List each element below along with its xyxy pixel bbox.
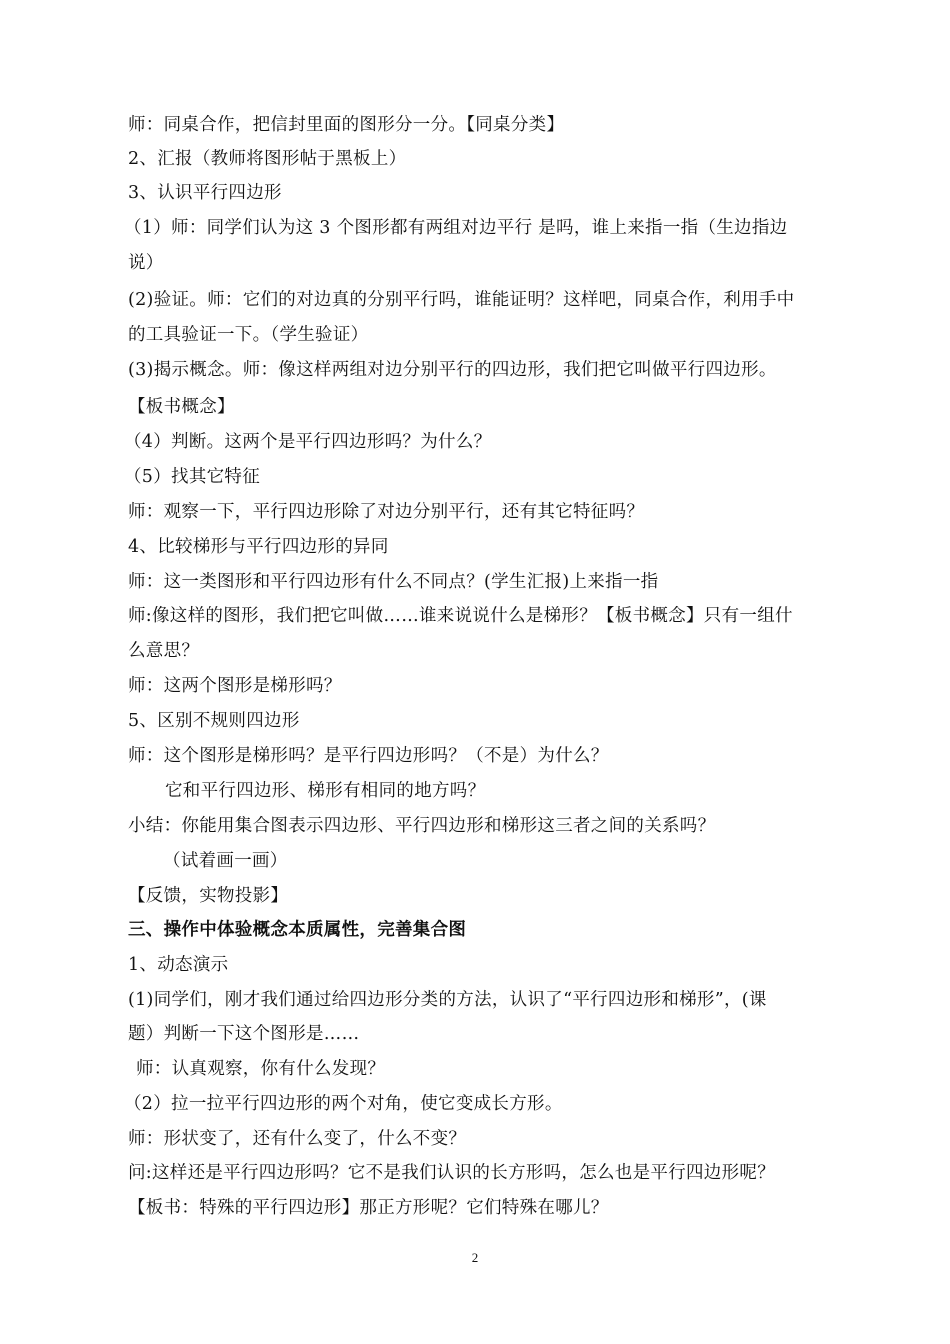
text-line: 师：同桌合作，把信封里面的图形分一分。【同桌分类】	[128, 115, 565, 135]
text-line: 师：观察一下，平行四边形除了对边分别平行，还有其它特征吗？	[128, 502, 645, 522]
text-line: (2)验证。师：它们的对边真的分别平行吗，谁能证明？这样吧，同桌合作，利用手中	[128, 290, 795, 310]
text-line: 师：这个图形是梯形吗？是平行四边形吗？（不是）为什么？	[128, 746, 609, 766]
text-line: (1)同学们，刚才我们通过给四边形分类的方法，认识了“平行四边形和梯形”，(课	[128, 990, 767, 1010]
text-line: 师:像这样的图形，我们把它叫做……谁来说说什么是梯形？【板书概念】只有一组什	[128, 606, 793, 626]
text-line: 【板书概念】	[128, 397, 235, 417]
text-line: 师：形状变了，还有什么变了，什么不变？	[128, 1129, 467, 1149]
text-line: （4）判断。这两个是平行四边形吗？为什么？	[124, 432, 492, 452]
text-line: （2）拉一拉平行四边形的两个对角，使它变成长方形。	[124, 1094, 563, 1114]
text-line: 小结：你能用集合图表示四边形、平行四边形和梯形这三者之间的关系吗？	[128, 816, 716, 836]
text-line: 4、比较梯形与平行四边形的异同	[128, 537, 389, 557]
text-line: 么意思？	[128, 641, 200, 661]
text-line: 问:这样还是平行四边形吗？它不是我们认识的长方形吗，怎么也是平行四边形呢？	[128, 1163, 775, 1183]
text-line: 它和平行四边形、梯形有相同的地方吗？	[165, 781, 486, 801]
text-line: （试着画一画）	[163, 851, 288, 871]
text-line: 师：这一类图形和平行四边形有什么不同点？(学生汇报)上来指一指	[128, 572, 659, 592]
text-line: 题）判断一下这个图形是……	[128, 1024, 360, 1044]
text-line: （5）找其它特征	[124, 467, 261, 487]
text-line: 5、区别不规则四边形	[128, 711, 300, 731]
text-line: 说）	[128, 253, 164, 273]
text-line: 【板书：特殊的平行四边形】那正方形呢？它们特殊在哪儿？	[128, 1198, 609, 1218]
text-line: 2、汇报（教师将图形帖于黑板上）	[128, 149, 407, 169]
text-line: 师：认真观察，你有什么发现？	[136, 1059, 386, 1079]
text-line: (3)揭示概念。师：像这样两组对边分别平行的四边形，我们把它叫做平行四边形。	[128, 360, 777, 380]
text-line: 师：这两个图形是梯形吗？	[128, 676, 342, 696]
text-line: 3、认识平行四边形	[128, 183, 282, 203]
text-line: 【反馈，实物投影】	[128, 886, 289, 906]
page-number: 2	[471, 1250, 479, 1265]
text-line: 的工具验证一下。（学生验证）	[128, 325, 369, 345]
text-line: （1）师：同学们认为这 3 个图形都有两组对边平行 是吗，谁上来指一指（生边指边	[124, 218, 788, 238]
text-line: 1、动态演示	[128, 955, 229, 975]
section-heading: 三、操作中体验概念本质属性，完善集合图	[128, 920, 467, 940]
